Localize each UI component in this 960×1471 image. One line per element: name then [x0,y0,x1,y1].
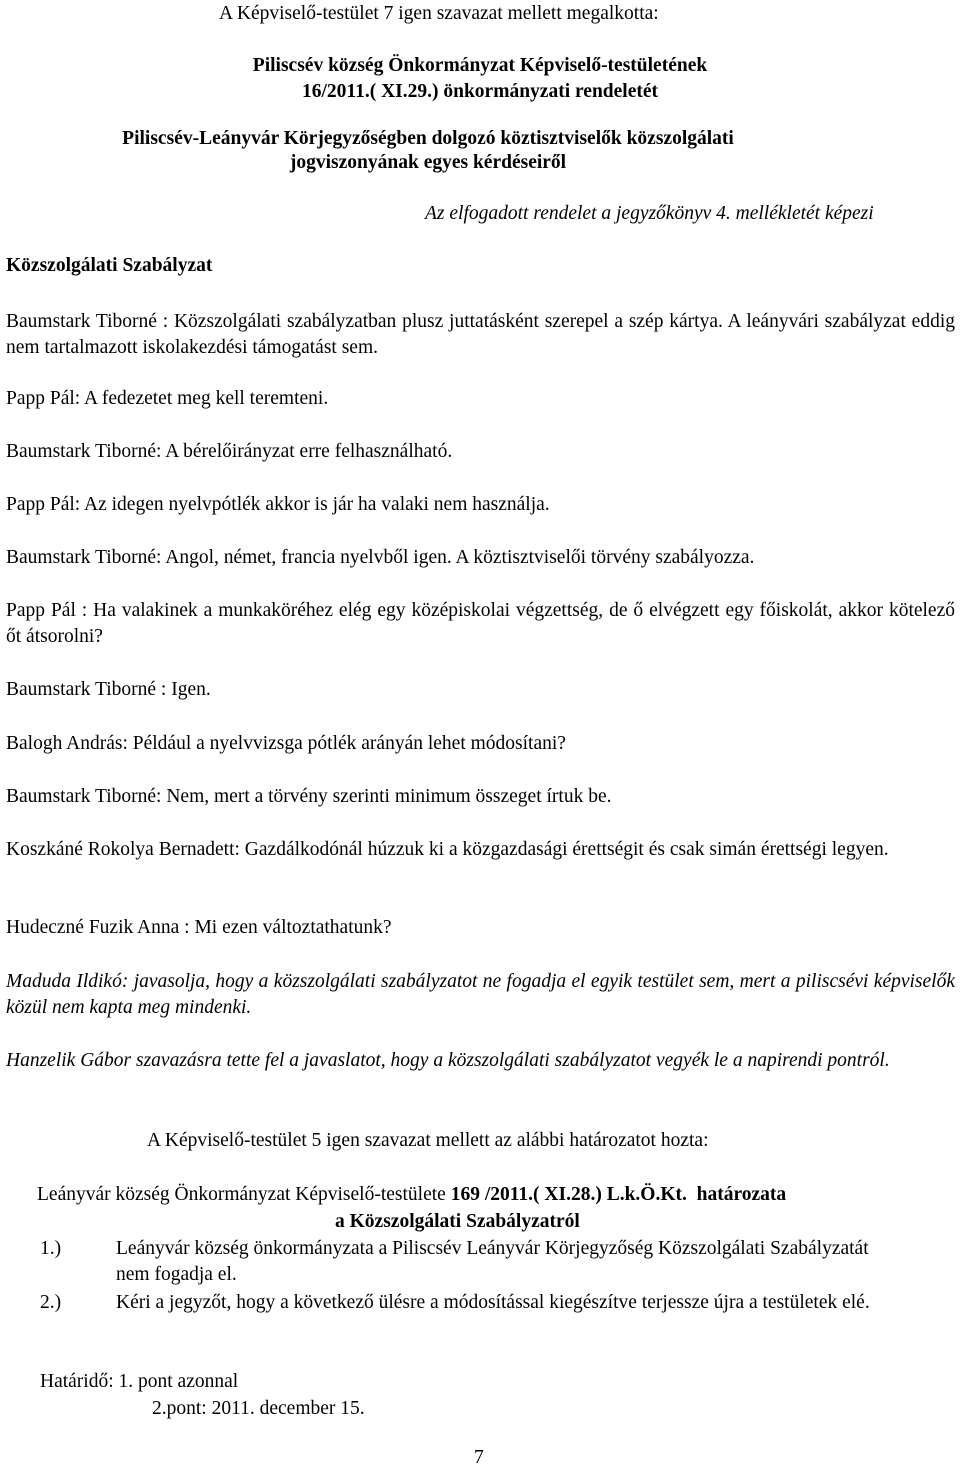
resolution-item-number: 1.) [40,1238,62,1259]
page-number: 7 [474,1447,484,1468]
regulation-title-line-3: Piliscsév-Leányvár Körjegyzőségben dolgozó köztisztviselők közszolgálati [122,128,734,149]
paragraph-koszkane: Koszkáné Rokolya Bernadett: Gazdálkodónál húzzuk ki a közgazdasági érettségit és csak simán érettségi legyen. [6,839,889,860]
regulation-title-line-1: Piliscsév község Önkormányzat Képviselő-testületének [252,55,708,76]
paragraph-baumstark-3: Baumstark Tiborné: Angol, német, francia nyelvből igen. A köztisztviselői törvény szabályozza. [6,547,755,568]
resolution-title-line-1 [37,1182,786,1208]
paragraph-papp-2: Papp Pál: Az idegen nyelvpótlék akkor is jár ha valaki nem használja. [6,494,550,515]
resolution-title-line-2: a Közszolgálati Szabályzatról [335,1211,580,1232]
paragraph-hanzelik: Hanzelik Gábor szavazásra tette fel a javaslatot, hogy a közszolgálati szabályzatot vegyék le a napirendi pontról. [6,1050,890,1071]
resolution-item-1 [40,1236,920,1290]
resolution-item-2 [40,1290,920,1344]
vote-intro-text: A Képviselő-testület 7 igen szavazat mellett megalkotta: [219,3,659,24]
annex-note: Az elfogadott rendelet a jegyzőkönyv 4. mellékletét képezi [425,203,874,224]
section-heading: Közszolgálati Szabályzat [6,255,213,276]
paragraph-papp-3: Papp Pál : Ha valakinek a munkaköréhez elég egy középiskolai végzettség, de ő elvégzett egy főiskolát, akkor kötelező őt átsorolni? [6,600,955,647]
resolution-item-text: Kéri a jegyzőt, hogy a következő ülésre a módosítással kiegészítve terjessze újra a testületek elé. [116,1292,870,1313]
resolution-item-text: Leányvár község önkormányzata a Piliscsév Leányvár Körjegyzőség Közszolgálati Szabályzatát nem fogadja el. [116,1238,869,1285]
resolution-item-number: 2.) [40,1292,62,1313]
resolution-title-number: 169 /2011.( XI.28.) L.k.Ö.Kt. határozata [450,1184,787,1205]
paragraph-baumstark-2: Baumstark Tiborné: A bérelőirányzat erre felhasználható. [6,441,453,462]
resolution-vote-intro: A Képviselő-testület 5 igen szavazat mellett az alábbi határozatot hozta: [147,1130,709,1151]
paragraph-baumstark-5: Baumstark Tiborné: Nem, mert a törvény szerinti minimum összeget írtuk be. [6,786,612,807]
paragraph-baumstark-1: Baumstark Tiborné : Közszolgálati szabályzatban plusz juttatásként szerepel a szép kártya. A leányvári szabályzat eddig nem tartalmazott iskolakezdési támogatást sem. [6,311,955,358]
paragraph-balogh: Balogh András: Például a nyelvvizsga pótlék arányán lehet módosítani? [6,733,566,754]
paragraph-baumstark-4: Baumstark Tiborné : Igen. [6,679,211,700]
resolution-title-prefix: Leányvár község Önkormányzat Képviselő-testülete [37,1184,451,1205]
deadline-line-2: 2.pont: 2011. december 15. [152,1398,365,1419]
paragraph-hudeczne: Hudeczné Fuzik Anna : Mi ezen változtathatunk? [6,917,392,938]
paragraph-maduda: Maduda Ildikó: javasolja, hogy a közszolgálati szabályzatot ne fogadja el egyik testület sem, mert a piliscsévi képviselők közül nem kapta meg mindenki. [6,971,955,1018]
paragraph-papp-1: Papp Pál: A fedezetet meg kell teremteni. [6,388,329,409]
regulation-title-line-2: 16/2011.( XI.29.) önkormányzati rendeletét [301,81,659,102]
regulation-title-line-4: jogviszonyának egyes kérdéseiről [289,152,567,173]
deadline-line-1: Határidő: 1. pont azonnal [40,1371,239,1392]
